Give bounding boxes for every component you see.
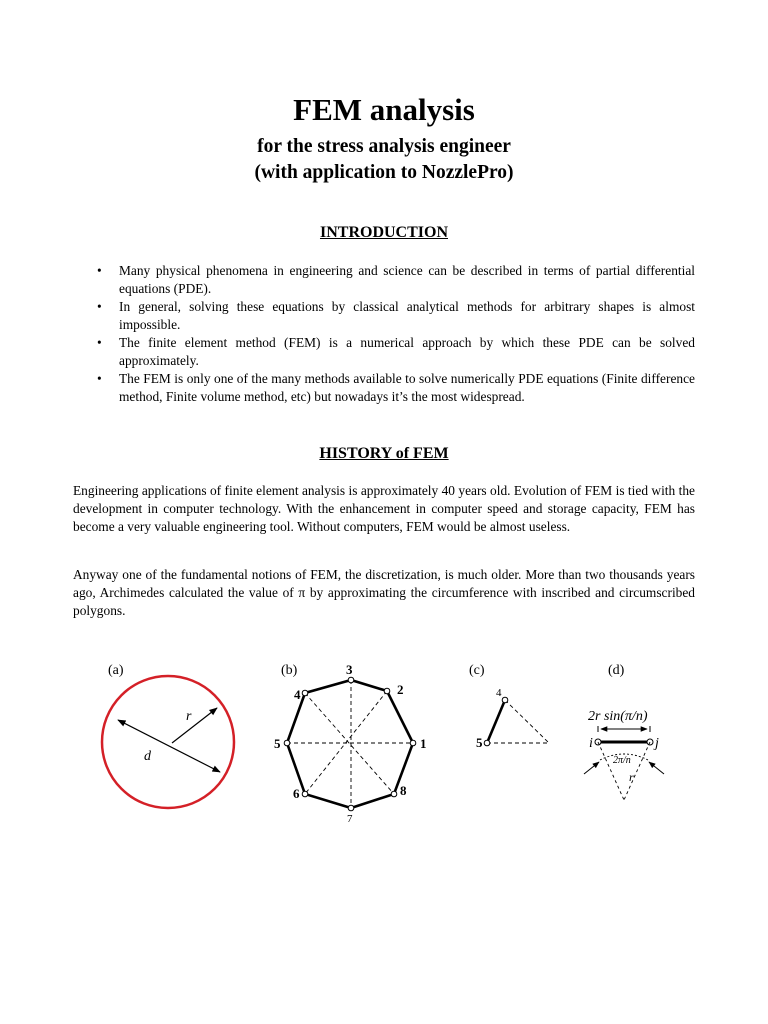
- node-label: 6: [293, 786, 300, 801]
- node-label: 3: [346, 662, 353, 677]
- radius-label-d: r: [629, 770, 634, 784]
- octagon-polygon: [287, 680, 413, 808]
- document-subtitle-line2: (with application to NozzlePro): [254, 162, 514, 183]
- node-label: 5: [476, 735, 483, 750]
- history-paragraph: Anyway one of the fundamental notions of FEM, the discretization, is much older. More than two thousands years ago, Archimedes calculated the value of π by approximating the circumference with inscribed and circumscribed polygons.: [73, 567, 695, 618]
- bullet-item: [92, 262, 695, 298]
- octagon-diagonals: [287, 680, 413, 808]
- chord-length-label: 2r sin(π/n): [588, 709, 648, 724]
- node-label: 5: [274, 736, 281, 751]
- panel-label-b: (b): [281, 663, 298, 678]
- bullet-item: [92, 334, 695, 370]
- node-j-label: j: [655, 736, 659, 751]
- diameter-label: d: [144, 749, 151, 764]
- node-label: 7: [347, 813, 353, 825]
- bullet-icon: •: [97, 299, 102, 314]
- octagon-node-labels: [274, 662, 427, 825]
- node-label: 2: [397, 682, 404, 697]
- node-label: 8: [400, 783, 407, 798]
- bullet-icon: •: [97, 335, 102, 350]
- introduction-bullet-list: [92, 262, 695, 406]
- panel-b-octagon: [274, 662, 427, 825]
- panel-a-circle: [102, 676, 234, 808]
- circle-shape: [102, 676, 234, 808]
- node-label: 4: [294, 687, 301, 702]
- panel-c-triangle: [476, 687, 549, 750]
- bullet-text: The finite element method (FEM) is a numerical approach by which these PDE can be solved approximately.: [119, 335, 695, 368]
- bullet-icon: •: [97, 371, 102, 386]
- panel-label-a: (a): [108, 663, 124, 678]
- bullet-text: Many physical phenomena in engineering and science can be described in terms of partial differential equations (PDE).: [119, 263, 695, 296]
- panel-label-d: (d): [608, 663, 625, 678]
- bullet-item: [92, 298, 695, 334]
- bullet-icon: •: [97, 263, 102, 278]
- node-i-label: i: [589, 736, 593, 751]
- introduction-heading: INTRODUCTION: [319, 224, 448, 241]
- panel-label-c: (c): [469, 663, 485, 678]
- panel-d-chord: [584, 709, 664, 800]
- bullet-text: The FEM is only one of the many methods available to solve numerically PDE equations (Finite difference method, Finite volume method, etc) but nowadays it’s the most widespread.: [119, 371, 695, 404]
- node-label: 1: [420, 736, 427, 751]
- archimedes-polygon-figure: [0, 650, 768, 850]
- radius-line: [172, 708, 217, 743]
- angle-label: 2π/n: [613, 755, 631, 766]
- diameter-line: [118, 720, 220, 772]
- history-paragraph: Engineering applications of finite element analysis is approximately 40 years old. Evolution of FEM is tied with the development in computer technology. With the enhancement in computer speed and storage capacity, FEM has become a very valuable engineering tool. Without computers, FEM would be almost useless.: [73, 483, 695, 534]
- bullet-text: In general, solving these equations by classical analytical methods for arbitrary shapes is almost impossible.: [119, 299, 695, 332]
- document-title: FEM analysis: [293, 92, 475, 127]
- document-subtitle-line1: for the stress analysis engineer: [257, 136, 511, 157]
- bullet-item: [92, 370, 695, 406]
- history-heading: HISTORY of FEM: [319, 445, 449, 462]
- node-label: 4: [496, 687, 502, 699]
- radius-label: r: [186, 709, 192, 724]
